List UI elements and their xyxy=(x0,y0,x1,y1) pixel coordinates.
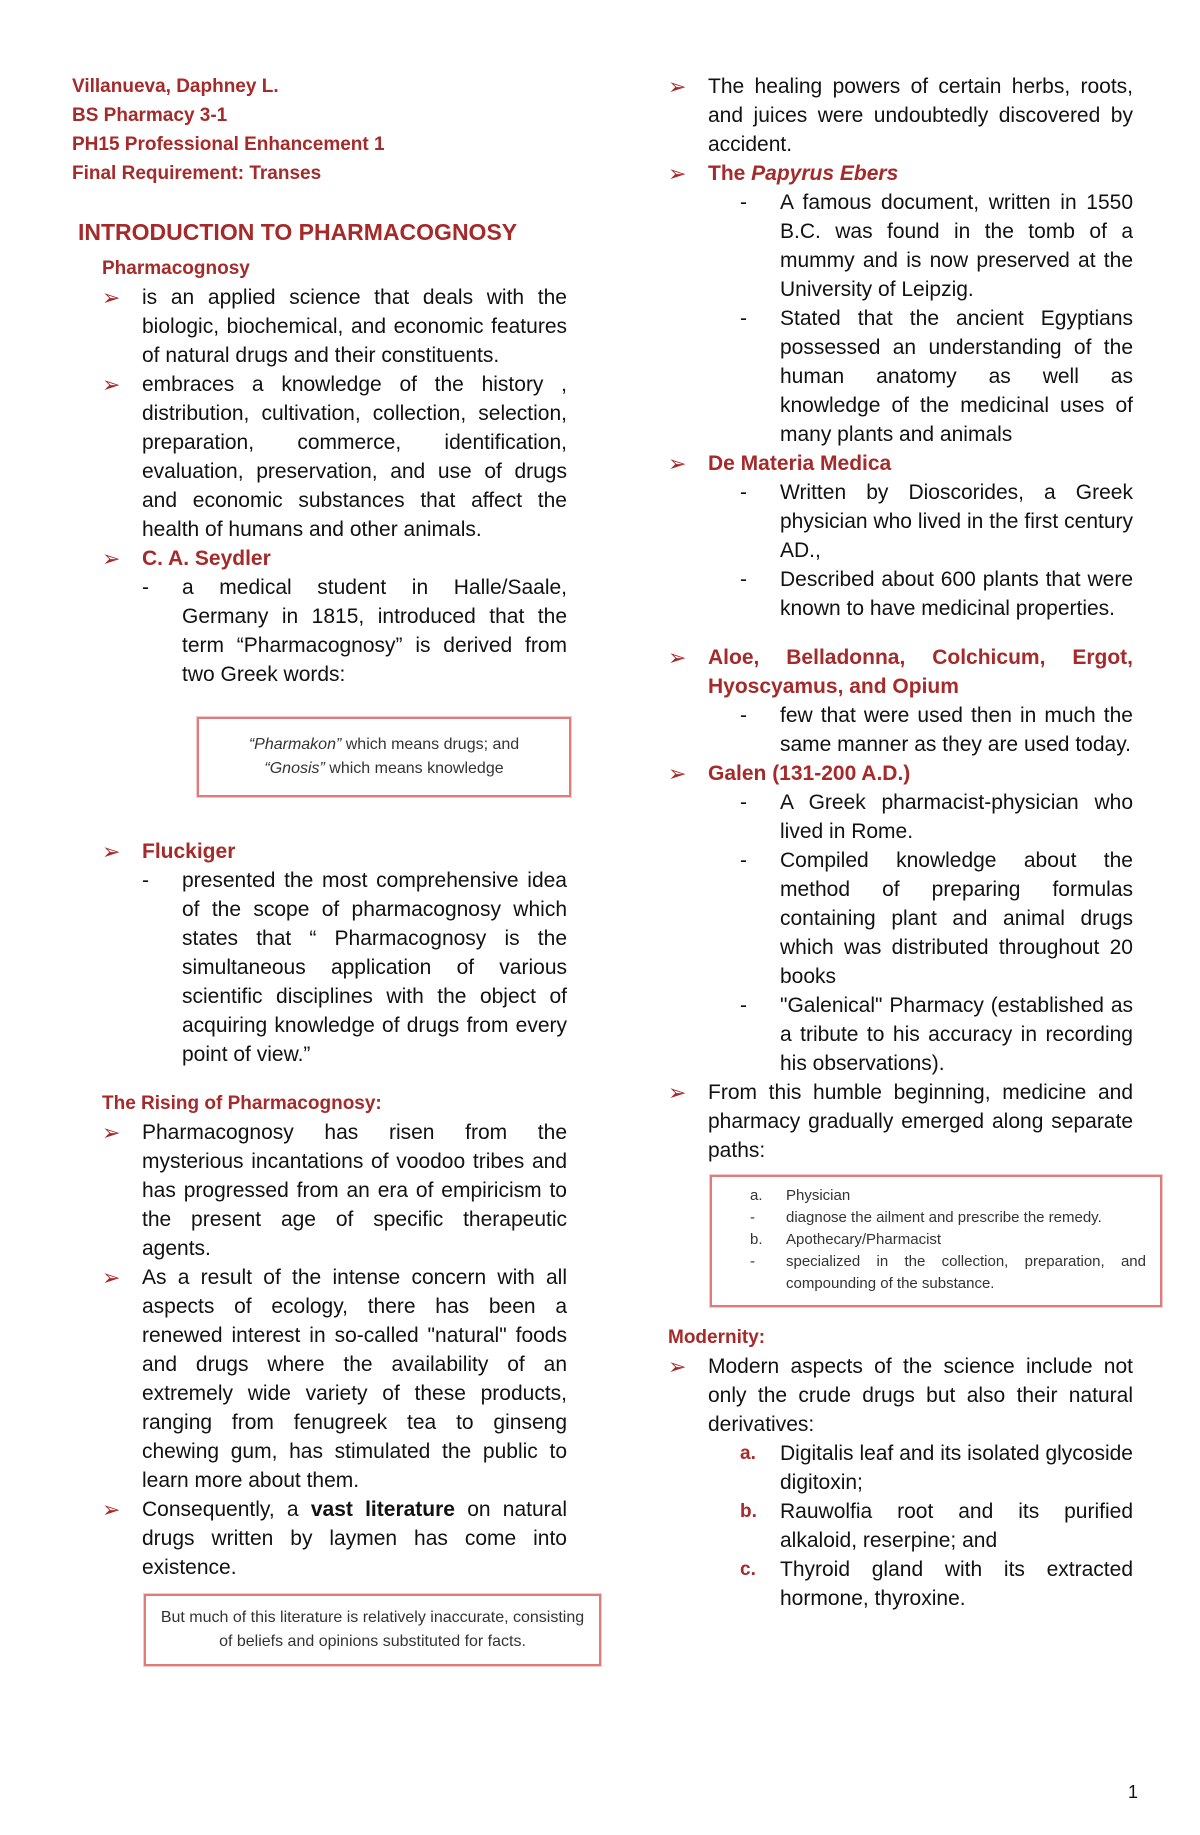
arrow-bullet-icon: ➢ xyxy=(102,546,121,571)
vast-literature-text: vast literature xyxy=(310,1498,455,1521)
seydler-text: a medical student in Halle/Saale, Germany in 1815, introduced that the term “Pharmacognosy” is derived from two Greek words: xyxy=(182,576,567,686)
papyrus-heading-italic: Papyrus Ebers xyxy=(751,162,899,185)
arrow-bullet-icon: ➢ xyxy=(668,161,687,186)
materia-heading-item xyxy=(668,449,1133,478)
list-item xyxy=(102,1495,567,1582)
bullet-text: is an applied science that deals with the biologic, biochemical, and economic features of natural drugs and their constituents. xyxy=(142,286,567,367)
definition-box xyxy=(197,717,571,797)
arrow-bullet-icon: ➢ xyxy=(668,1080,687,1105)
bullet-text-pre: Consequently, a xyxy=(142,1498,311,1521)
list-item xyxy=(740,846,1133,991)
dash-bullet-icon: - xyxy=(740,791,747,814)
list-item xyxy=(740,304,1133,449)
item-letter: a. xyxy=(740,1443,756,1464)
list-item xyxy=(668,72,1133,159)
list-item xyxy=(740,1555,1133,1613)
papyrus-heading-pre: The xyxy=(708,162,752,185)
list-item xyxy=(740,565,1133,623)
gnosis-meaning: which means knowledge xyxy=(324,760,504,777)
dash-bullet-icon: - xyxy=(740,994,747,1017)
author-name: Villanueva, Daphney L. xyxy=(72,76,279,97)
dash-bullet-icon: - xyxy=(740,191,747,214)
bullet-text-post: on natural drugs written by laymen has come into existence. xyxy=(142,1498,567,1579)
arrow-bullet-icon: ➢ xyxy=(668,1354,687,1379)
humble-text: From this humble beginning, medicine and pharmacy gradually emerged along separate paths: xyxy=(708,1081,1133,1162)
path-description xyxy=(726,1207,1146,1229)
arrow-bullet-icon: ➢ xyxy=(102,839,121,864)
list-item xyxy=(102,370,567,544)
list-item xyxy=(102,1263,567,1495)
galen-heading: Galen (131-200 A.D.) xyxy=(708,762,911,785)
path-pharmacist xyxy=(726,1229,1146,1251)
item-text: Rauwolfia root and its purified alkaloid, reserpine; and xyxy=(780,1500,1133,1552)
path-desc-text: diagnose the ailment and prescribe the remedy. xyxy=(786,1209,1102,1226)
papyrus-heading-item xyxy=(668,159,1133,188)
document-title: INTRODUCTION TO PHARMACOGNOSY xyxy=(78,219,518,245)
materia-item: Described about 600 plants that were known to have medicinal properties. xyxy=(780,568,1133,620)
healing-text: The healing powers of certain herbs, roots, and juices were undoubtedly discovered by accident. xyxy=(708,75,1133,156)
arrow-bullet-icon: ➢ xyxy=(668,74,687,99)
arrow-bullet-icon: ➢ xyxy=(668,451,687,476)
list-item xyxy=(740,701,1133,759)
papyrus-item: Stated that the ancient Egyptians possessed an understanding of the human anatomy as well as knowledge of the medicinal uses of many plants and animals xyxy=(780,307,1133,446)
item-letter: b. xyxy=(740,1501,757,1522)
path-title: Apothecary/Pharmacist xyxy=(786,1231,942,1248)
page-number: 1 xyxy=(1127,1782,1138,1802)
fluckiger-heading-item xyxy=(102,837,567,866)
bullet-text: Pharmacognosy has risen from the mysterious incantations of voodoo tribes and has progressed from an era of empiricism to the present age of specific therapeutic agents. xyxy=(142,1121,567,1260)
fluckiger-heading: Fluckiger xyxy=(142,840,236,863)
galen-item: Compiled knowledge about the method of preparing formulas containing plant and animal drugs which was distributed throughout 20 books xyxy=(780,849,1133,988)
list-item xyxy=(740,991,1133,1078)
paths-box xyxy=(710,1175,1162,1307)
seydler-heading: C. A. Seydler xyxy=(142,547,271,570)
aloe-item: few that were used then in much the same manner as they are used today. xyxy=(780,704,1133,756)
modernity-text: Modern aspects of the science include not only the crude drugs but also their natural derivatives: xyxy=(708,1355,1133,1436)
list-item xyxy=(102,1118,567,1263)
list-item xyxy=(740,1439,1133,1497)
galen-item: A Greek pharmacist-physician who lived in Rome. xyxy=(780,791,1133,843)
path-letter: a. xyxy=(750,1187,763,1204)
rising-heading: The Rising of Pharmacognosy: xyxy=(102,1093,382,1114)
pharmacognosy-heading: Pharmacognosy xyxy=(102,258,250,279)
course: BS Pharmacy 3-1 xyxy=(72,105,228,126)
list-item xyxy=(102,283,567,370)
arrow-bullet-icon: ➢ xyxy=(102,372,121,397)
dash-bullet-icon: - xyxy=(740,481,747,504)
bullet-text: embraces a knowledge of the history , distribution, cultivation, collection, selection, preparation, commerce, identification, evaluation, preservation, and use of drugs and economic substances that affect the health of humans and other animals. xyxy=(142,373,567,541)
dash-bullet-icon: - xyxy=(142,576,149,599)
path-physician xyxy=(726,1185,1146,1207)
galen-item: "Galenical" Pharmacy (established as a tribute to his accuracy in recording his observations). xyxy=(780,994,1133,1075)
list-item xyxy=(740,1497,1133,1555)
requirement: Final Requirement: Transes xyxy=(72,163,322,184)
arrow-bullet-icon: ➢ xyxy=(102,1265,121,1290)
list-item xyxy=(668,1352,1133,1439)
modernity-heading: Modernity: xyxy=(668,1327,766,1348)
list-item xyxy=(668,1078,1133,1165)
path-description xyxy=(726,1251,1146,1295)
dash-bullet-icon: - xyxy=(740,704,747,727)
materia-heading: De Materia Medica xyxy=(708,452,892,475)
galen-heading-item xyxy=(668,759,1133,788)
gnosis-word: “Gnosis” xyxy=(264,760,325,777)
papyrus-item: A famous document, written in 1550 B.C. was found in the tomb of a mummy and is now preserved at the University of Leipzig. xyxy=(780,191,1133,301)
aloe-heading: Aloe, Belladonna, Colchicum, Ergot, Hyoscyamus, and Opium xyxy=(708,646,1133,698)
path-desc-text: specialized in the collection, preparation, and compounding of the substance. xyxy=(786,1253,1146,1292)
seydler-heading-item xyxy=(102,544,567,573)
dash-bullet-icon: - xyxy=(740,568,747,591)
dash-bullet-icon: - xyxy=(750,1253,755,1270)
path-title: Physician xyxy=(786,1187,851,1204)
left-column xyxy=(72,72,585,1666)
dash-bullet-icon: - xyxy=(740,849,747,872)
pharmakon-meaning: which means drugs; and xyxy=(341,736,520,753)
list-item xyxy=(142,573,567,689)
item-text: Digitalis leaf and its isolated glycoside digitoxin; xyxy=(780,1442,1133,1494)
arrow-bullet-icon: ➢ xyxy=(668,761,687,786)
literature-note-box xyxy=(144,1594,601,1666)
pharmakon-word: “Pharmakon” xyxy=(248,736,342,753)
bullet-text: As a result of the intense concern with all aspects of ecology, there has been a renewed interest in so-called "natural" foods and drugs where the availability of an extremely wide variety of these products, ranging from fenugreek tea to ginseng chewing gum, has stimulated the public to learn more about them. xyxy=(142,1266,567,1492)
path-letter: b. xyxy=(750,1231,763,1248)
list-item xyxy=(740,188,1133,304)
item-text: Thyroid gland with its extracted hormone, thyroxine. xyxy=(780,1558,1133,1610)
right-column xyxy=(668,72,1146,1613)
arrow-bullet-icon: ➢ xyxy=(668,645,687,670)
list-item xyxy=(740,788,1133,846)
arrow-bullet-icon: ➢ xyxy=(102,1120,121,1145)
item-letter: c. xyxy=(740,1559,756,1580)
arrow-bullet-icon: ➢ xyxy=(102,285,121,310)
dash-bullet-icon: - xyxy=(750,1209,755,1226)
literature-note: But much of this literature is relatively inaccurate, consisting of beliefs and opinions substituted for facts. xyxy=(160,1609,585,1650)
arrow-bullet-icon: ➢ xyxy=(102,1497,121,1522)
subject: PH15 Professional Enhancement 1 xyxy=(72,134,385,155)
list-item xyxy=(142,866,567,1069)
dash-bullet-icon: - xyxy=(740,307,747,330)
fluckiger-text: presented the most comprehensive idea of the scope of pharmacognosy which states that “ Pharmacognosy is the simultaneous application of various scientific disciplines with the object of acquiring knowledge of drugs from every point of view.” xyxy=(182,869,567,1066)
list-item xyxy=(740,478,1133,565)
materia-item: Written by Dioscorides, a Greek physician who lived in the first century AD., xyxy=(780,481,1133,562)
dash-bullet-icon: - xyxy=(142,869,149,892)
aloe-heading-item xyxy=(668,643,1133,701)
